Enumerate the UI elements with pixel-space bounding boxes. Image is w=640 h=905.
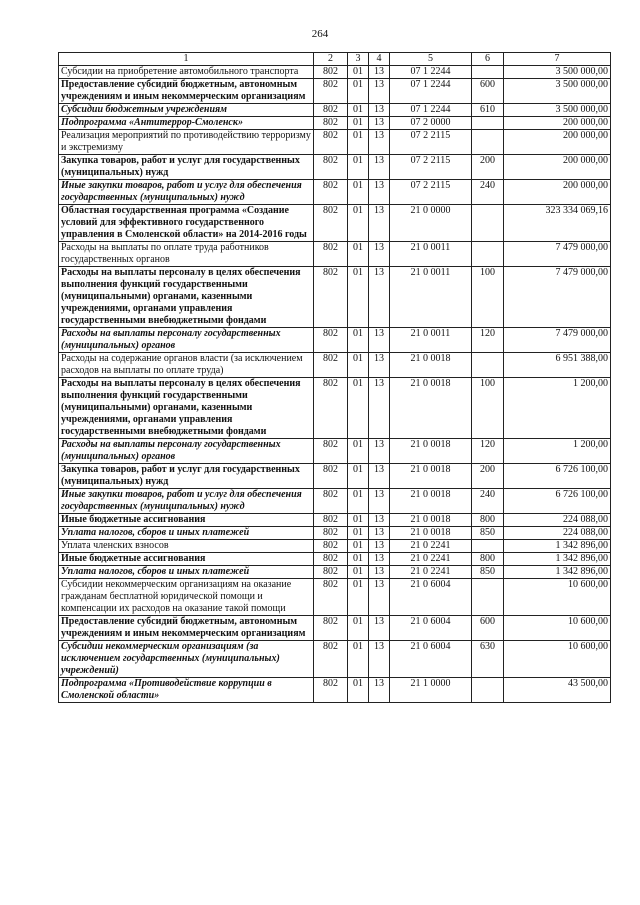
expense-type-cell: 200 <box>472 464 504 489</box>
ministry-code-cell: 802 <box>314 489 348 514</box>
amount-cell: 224 088,00 <box>504 527 611 540</box>
row-name-cell: Расходы на выплаты по оплате труда работников государственных органов <box>59 242 314 267</box>
row-name-cell: Предоставление субсидий бюджетным, автономным учреждениям и иным некоммерческим организациям <box>59 79 314 104</box>
section-code-cell: 01 <box>348 242 369 267</box>
row-name-cell: Иные бюджетные ассигнования <box>59 553 314 566</box>
amount-cell: 10 600,00 <box>504 616 611 641</box>
subsection-code-cell: 13 <box>369 79 390 104</box>
subsection-code-cell: 13 <box>369 117 390 130</box>
target-article-cell: 21 0 2241 <box>390 540 472 553</box>
column-header-1: 1 <box>59 53 314 66</box>
subsection-code-cell: 13 <box>369 155 390 180</box>
table-row <box>59 205 611 242</box>
row-name-cell: Уплата членских взносов <box>59 540 314 553</box>
section-code-cell: 01 <box>348 678 369 703</box>
target-article-cell: 21 0 0018 <box>390 527 472 540</box>
table-body <box>59 66 611 703</box>
ministry-code-cell: 802 <box>314 514 348 527</box>
target-article-cell: 07 2 2115 <box>390 130 472 155</box>
ministry-code-cell: 802 <box>314 267 348 328</box>
row-name-cell: Уплата налогов, сборов и иных платежей <box>59 527 314 540</box>
section-code-cell: 01 <box>348 267 369 328</box>
subsection-code-cell: 13 <box>369 678 390 703</box>
table-row <box>59 514 611 527</box>
ministry-code-cell: 802 <box>314 464 348 489</box>
column-header-4: 4 <box>369 53 390 66</box>
ministry-code-cell: 802 <box>314 155 348 180</box>
ministry-code-cell: 802 <box>314 117 348 130</box>
subsection-code-cell: 13 <box>369 641 390 678</box>
row-name-cell: Иные закупки товаров, работ и услуг для обеспечения государственных (муниципальных) нужд <box>59 489 314 514</box>
section-code-cell: 01 <box>348 553 369 566</box>
ministry-code-cell: 802 <box>314 66 348 79</box>
table-row <box>59 79 611 104</box>
amount-cell: 1 342 896,00 <box>504 553 611 566</box>
ministry-code-cell: 802 <box>314 678 348 703</box>
expense-type-cell: 800 <box>472 514 504 527</box>
subsection-code-cell: 13 <box>369 439 390 464</box>
column-header-3: 3 <box>348 53 369 66</box>
table-row <box>59 378 611 439</box>
row-name-cell: Расходы на выплаты персоналу в целях обеспечения выполнения функций государственными (муниципальными) органами, казенными учреждениями, органами управления государственными внебюджетными фондами <box>59 378 314 439</box>
table-row <box>59 489 611 514</box>
expense-type-cell <box>472 242 504 267</box>
amount-cell: 1 342 896,00 <box>504 566 611 579</box>
column-header-2: 2 <box>314 53 348 66</box>
section-code-cell: 01 <box>348 66 369 79</box>
subsection-code-cell: 13 <box>369 242 390 267</box>
amount-cell: 323 334 069,16 <box>504 205 611 242</box>
subsection-code-cell: 13 <box>369 566 390 579</box>
table-row <box>59 180 611 205</box>
ministry-code-cell: 802 <box>314 205 348 242</box>
subsection-code-cell: 13 <box>369 328 390 353</box>
expense-type-cell <box>472 117 504 130</box>
target-article-cell: 21 0 0011 <box>390 328 472 353</box>
target-article-cell: 21 0 0018 <box>390 378 472 439</box>
amount-cell: 7 479 000,00 <box>504 267 611 328</box>
row-name-cell: Предоставление субсидий бюджетным, автономным учреждениям и иным некоммерческим организациям <box>59 616 314 641</box>
subsection-code-cell: 13 <box>369 66 390 79</box>
amount-cell: 200 000,00 <box>504 130 611 155</box>
section-code-cell: 01 <box>348 328 369 353</box>
amount-cell: 1 200,00 <box>504 439 611 464</box>
section-code-cell: 01 <box>348 439 369 464</box>
section-code-cell: 01 <box>348 540 369 553</box>
amount-cell: 10 600,00 <box>504 579 611 616</box>
ministry-code-cell: 802 <box>314 616 348 641</box>
subsection-code-cell: 13 <box>369 553 390 566</box>
subsection-code-cell: 13 <box>369 378 390 439</box>
subsection-code-cell: 13 <box>369 514 390 527</box>
amount-cell: 3 500 000,00 <box>504 79 611 104</box>
section-code-cell: 01 <box>348 130 369 155</box>
target-article-cell: 21 0 0018 <box>390 489 472 514</box>
section-code-cell: 01 <box>348 579 369 616</box>
amount-cell: 200 000,00 <box>504 155 611 180</box>
amount-cell: 1 200,00 <box>504 378 611 439</box>
expense-type-cell <box>472 66 504 79</box>
amount-cell: 6 951 388,00 <box>504 353 611 378</box>
row-name-cell: Расходы на выплаты персоналу государственных (муниципальных) органов <box>59 328 314 353</box>
section-code-cell: 01 <box>348 464 369 489</box>
section-code-cell: 01 <box>348 489 369 514</box>
ministry-code-cell: 802 <box>314 439 348 464</box>
target-article-cell: 21 0 0000 <box>390 205 472 242</box>
table-row <box>59 540 611 553</box>
section-code-cell: 01 <box>348 514 369 527</box>
target-article-cell: 21 0 0011 <box>390 242 472 267</box>
section-code-cell: 01 <box>348 104 369 117</box>
amount-cell: 6 726 100,00 <box>504 464 611 489</box>
subsection-code-cell: 13 <box>369 205 390 242</box>
amount-cell: 3 500 000,00 <box>504 104 611 117</box>
table-row <box>59 155 611 180</box>
target-article-cell: 21 0 0018 <box>390 514 472 527</box>
amount-cell: 7 479 000,00 <box>504 242 611 267</box>
amount-cell: 224 088,00 <box>504 514 611 527</box>
table-row <box>59 566 611 579</box>
expense-type-cell <box>472 678 504 703</box>
header-row <box>59 53 611 66</box>
target-article-cell: 21 1 0000 <box>390 678 472 703</box>
subsection-code-cell: 13 <box>369 464 390 489</box>
subsection-code-cell: 13 <box>369 104 390 117</box>
table-row <box>59 553 611 566</box>
expense-type-cell: 120 <box>472 328 504 353</box>
subsection-code-cell: 13 <box>369 616 390 641</box>
section-code-cell: 01 <box>348 353 369 378</box>
column-header-7: 7 <box>504 53 611 66</box>
table-row <box>59 267 611 328</box>
ministry-code-cell: 802 <box>314 540 348 553</box>
target-article-cell: 21 0 0011 <box>390 267 472 328</box>
target-article-cell: 07 1 2244 <box>390 66 472 79</box>
section-code-cell: 01 <box>348 641 369 678</box>
page-number: 264 <box>311 28 329 40</box>
expense-type-cell: 120 <box>472 439 504 464</box>
column-header-6: 6 <box>472 53 504 66</box>
table-row <box>59 328 611 353</box>
row-name-cell: Субсидии бюджетным учреждениям <box>59 104 314 117</box>
subsection-code-cell: 13 <box>369 579 390 616</box>
row-name-cell: Уплата налогов, сборов и иных платежей <box>59 566 314 579</box>
expense-type-cell: 200 <box>472 155 504 180</box>
table-row <box>59 117 611 130</box>
ministry-code-cell: 802 <box>314 579 348 616</box>
section-code-cell: 01 <box>348 616 369 641</box>
table-row <box>59 641 611 678</box>
row-name-cell: Подпрограмма «Антитеррор-Смоленск» <box>59 117 314 130</box>
row-name-cell: Субсидии на приобретение автомобильного транспорта <box>59 66 314 79</box>
ministry-code-cell: 802 <box>314 242 348 267</box>
expense-type-cell <box>472 540 504 553</box>
target-article-cell: 21 0 2241 <box>390 553 472 566</box>
table-row <box>59 130 611 155</box>
target-article-cell: 21 0 6004 <box>390 616 472 641</box>
ministry-code-cell: 802 <box>314 353 348 378</box>
row-name-cell: Закупка товаров, работ и услуг для государственных (муниципальных) нужд <box>59 155 314 180</box>
section-code-cell: 01 <box>348 205 369 242</box>
row-name-cell: Субсидии некоммерческим организациям (за исключением государственных (муниципальных) учреждений) <box>59 641 314 678</box>
row-name-cell: Реализация мероприятий по противодействию терроризму и экстремизму <box>59 130 314 155</box>
target-article-cell: 07 2 2115 <box>390 180 472 205</box>
row-name-cell: Расходы на содержание органов власти (за исключением расходов на выплаты по оплате труда) <box>59 353 314 378</box>
target-article-cell: 07 1 2244 <box>390 104 472 117</box>
section-code-cell: 01 <box>348 527 369 540</box>
target-article-cell: 07 1 2244 <box>390 79 472 104</box>
subsection-code-cell: 13 <box>369 180 390 205</box>
column-header-5: 5 <box>390 53 472 66</box>
target-article-cell: 21 0 0018 <box>390 439 472 464</box>
ministry-code-cell: 802 <box>314 328 348 353</box>
amount-cell: 200 000,00 <box>504 180 611 205</box>
ministry-code-cell: 802 <box>314 180 348 205</box>
table-row <box>59 464 611 489</box>
ministry-code-cell: 802 <box>314 527 348 540</box>
section-code-cell: 01 <box>348 79 369 104</box>
amount-cell: 7 479 000,00 <box>504 328 611 353</box>
target-article-cell: 21 0 6004 <box>390 579 472 616</box>
row-name-cell: Подпрограмма «Противодействие коррупции в Смоленской области» <box>59 678 314 703</box>
ministry-code-cell: 802 <box>314 79 348 104</box>
table-row <box>59 527 611 540</box>
expense-type-cell <box>472 205 504 242</box>
expense-type-cell: 800 <box>472 553 504 566</box>
expense-type-cell <box>472 130 504 155</box>
amount-cell: 1 342 896,00 <box>504 540 611 553</box>
subsection-code-cell: 13 <box>369 130 390 155</box>
target-article-cell: 21 0 0018 <box>390 353 472 378</box>
expense-type-cell <box>472 579 504 616</box>
section-code-cell: 01 <box>348 180 369 205</box>
row-name-cell: Расходы на выплаты персоналу в целях обеспечения выполнения функций государственными (муниципальными) органами, казенными учреждениями, органами управления государственными внебюджетными фондами <box>59 267 314 328</box>
ministry-code-cell: 802 <box>314 378 348 439</box>
amount-cell: 200 000,00 <box>504 117 611 130</box>
target-article-cell: 21 0 2241 <box>390 566 472 579</box>
budget-table <box>58 52 611 703</box>
section-code-cell: 01 <box>348 155 369 180</box>
row-name-cell: Областная государственная программа «Создание условий для эффективного государственного управления в Смоленской области» на 2014-2016 годы <box>59 205 314 242</box>
subsection-code-cell: 13 <box>369 353 390 378</box>
subsection-code-cell: 13 <box>369 540 390 553</box>
table-row <box>59 439 611 464</box>
expense-type-cell: 100 <box>472 267 504 328</box>
ministry-code-cell: 802 <box>314 641 348 678</box>
target-article-cell: 21 0 0018 <box>390 464 472 489</box>
section-code-cell: 01 <box>348 117 369 130</box>
expense-type-cell: 850 <box>472 566 504 579</box>
expense-type-cell: 100 <box>472 378 504 439</box>
table-row <box>59 104 611 117</box>
row-name-cell: Иные закупки товаров, работ и услуг для обеспечения государственных (муниципальных) нужд <box>59 180 314 205</box>
expense-type-cell: 600 <box>472 79 504 104</box>
amount-cell: 10 600,00 <box>504 641 611 678</box>
section-code-cell: 01 <box>348 566 369 579</box>
subsection-code-cell: 13 <box>369 527 390 540</box>
ministry-code-cell: 802 <box>314 566 348 579</box>
ministry-code-cell: 802 <box>314 104 348 117</box>
table-row <box>59 579 611 616</box>
expense-type-cell: 240 <box>472 180 504 205</box>
ministry-code-cell: 802 <box>314 553 348 566</box>
target-article-cell: 07 2 0000 <box>390 117 472 130</box>
row-name-cell: Закупка товаров, работ и услуг для государственных (муниципальных) нужд <box>59 464 314 489</box>
row-name-cell: Субсидии некоммерческим организациям на оказание гражданам бесплатной юридической помощи и компенсации их расходов на оказание такой помощи <box>59 579 314 616</box>
table-row <box>59 66 611 79</box>
ministry-code-cell: 802 <box>314 130 348 155</box>
row-name-cell: Расходы на выплаты персоналу государственных (муниципальных) органов <box>59 439 314 464</box>
table-row <box>59 242 611 267</box>
target-article-cell: 21 0 6004 <box>390 641 472 678</box>
expense-type-cell <box>472 353 504 378</box>
expense-type-cell: 610 <box>472 104 504 117</box>
expense-type-cell: 240 <box>472 489 504 514</box>
expense-type-cell: 630 <box>472 641 504 678</box>
subsection-code-cell: 13 <box>369 489 390 514</box>
expense-type-cell: 600 <box>472 616 504 641</box>
table-row <box>59 616 611 641</box>
table-row <box>59 353 611 378</box>
expense-type-cell: 850 <box>472 527 504 540</box>
section-code-cell: 01 <box>348 378 369 439</box>
subsection-code-cell: 13 <box>369 267 390 328</box>
table-row <box>59 678 611 703</box>
amount-cell: 6 726 100,00 <box>504 489 611 514</box>
amount-cell: 43 500,00 <box>504 678 611 703</box>
amount-cell: 3 500 000,00 <box>504 66 611 79</box>
target-article-cell: 07 2 2115 <box>390 155 472 180</box>
row-name-cell: Иные бюджетные ассигнования <box>59 514 314 527</box>
